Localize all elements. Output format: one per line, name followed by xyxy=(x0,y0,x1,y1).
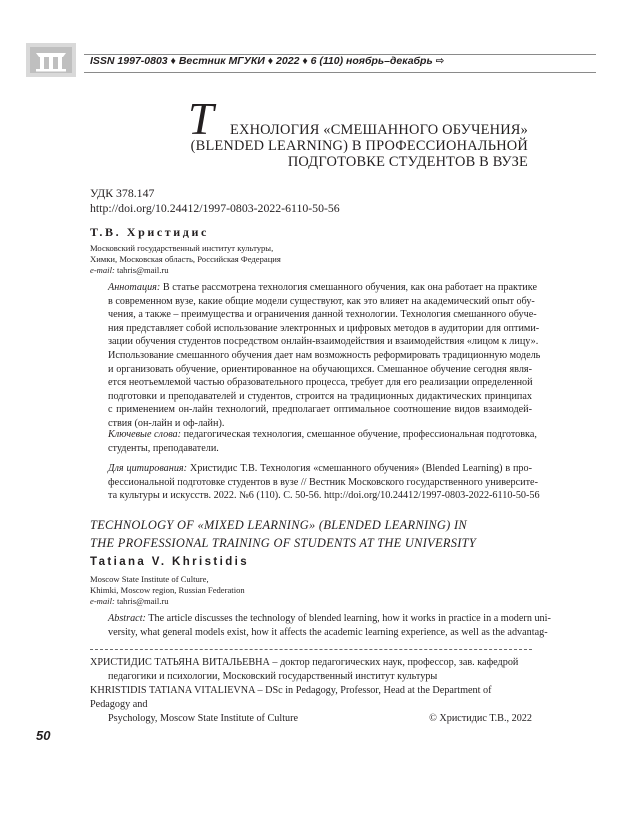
abstract-ru-line: зации обучения студентов посредством онлайн-взаимодействия и взаимодействия «лицом к лицу». xyxy=(108,336,539,348)
abstract-ru-line: подготовки и преподавателей и студентов, строится на традиционных дидактических принципах xyxy=(108,390,532,402)
udc-code: УДК 378.147 xyxy=(90,186,155,200)
email-address[interactable]: tahris@mail.ru xyxy=(116,596,169,606)
title-line-2: (BLENDED LEARNING) В ПРОФЕССИОНАЛЬНОЙ xyxy=(190,138,528,154)
abstract-ru-line: чения, а также – преимущества и ограничения данной технологии. Технология смешанного обуче- xyxy=(108,309,537,321)
keywords-label: Ключевые слова: xyxy=(108,429,182,440)
citation-ru: Для цитирования: Христидис Т.В. Технология «смешанного обучения» (Blended Learning) в про- фессиональной подготовке студентов в вузе // Вестник Московского государственного университе- та культуры и искусств. 2022. №6 (110). С. 50-56. http://doi.org/10.24412/1997-0803-2022-6110-50-56 xyxy=(108,463,540,502)
affiliation-ru-1: Московский государственный институт культуры, xyxy=(90,243,274,253)
abstract-ru-line: ния представляет собой использование электронных и цифровых методов в аудитории для оптими- xyxy=(108,322,540,334)
abstract-en-label: Abstract: xyxy=(108,613,146,624)
abstract-ru-line: и организовать обучение, ориентированное на обучающихся. Смешанное обучение сегодня явля- xyxy=(108,363,532,375)
email-ru xyxy=(90,265,169,276)
author-name-en: Tatiana V. Khristidis xyxy=(90,556,250,568)
affiliation-en-1: Moscow State Institute of Culture, xyxy=(90,574,209,584)
article-title xyxy=(170,93,528,170)
page-number: 50 xyxy=(36,728,51,743)
footnote-separator xyxy=(90,649,532,650)
affiliation-ru-2: Химки, Московская область, Российская Федерация xyxy=(90,254,281,264)
citation-label: Для цитирования: xyxy=(108,463,188,474)
abstract-en: Abstract: The article discusses the technology of blended learning, how it works in practice in a modern uni- versity, what general models exist, how it affects the academic learning experience, as well as the advantag- xyxy=(108,613,551,638)
abstract-ru-line: с применением он-лайн технологий, предполагает оптимальное соотношение видов взаимодей- xyxy=(108,404,532,416)
running-header: ISSN 1997-0803 ♦ Вестник МГУКИ ♦ 2022 ♦ 6 (110) ноябрь–декабрь ⇨ xyxy=(90,55,445,67)
keywords-ru: Ключевые слова: педагогическая технология, смешанное обучение, профессиональная подготовка, студенты, преподаватели. xyxy=(108,429,537,454)
abstract-ru-line: Аннотация: В статье рассмотрена технология смешанного обучения, как она работает на практике xyxy=(108,282,537,293)
abstract-ru-line: ется неотъемлемой частью образовательного процесса, требует для его реализации определенной xyxy=(108,377,533,389)
abstract-ru-line: в современном вузе, какие общие модели существуют, как это влияет на академический опыт обу- xyxy=(108,295,535,307)
author-bio-en: KHRISTIDIS TATIANA VITALIEVNA – DSc in Pedagogy, Professor, Head at the Department of Pedagogy and Psychology, Moscow State Institute of Culture xyxy=(90,685,492,724)
copyright-note: © Христидис Т.В., 2022 xyxy=(429,713,532,724)
author-name-ru: Т.В. Христидис xyxy=(90,225,209,239)
header-rule-bottom xyxy=(84,72,596,73)
abstract-ru-line: Использование смешанного обучения дает нам возможность реформировать традиционную модель xyxy=(108,349,541,361)
abstract-ru-line: ствия (он-лайн и оф-лайн). xyxy=(108,417,225,429)
journal-logo-icon xyxy=(26,43,76,77)
email-label: e-mail: xyxy=(90,596,115,606)
title-line-3: ПОДГОТОВКЕ СТУДЕНТОВ В ВУЗЕ xyxy=(287,154,528,170)
email-address[interactable]: tahris@mail.ru xyxy=(116,265,169,275)
doi-link[interactable]: http://doi.org/10.24412/1997-0803-2022-6110-50-56 xyxy=(90,201,340,215)
title-line-1: ЕХНОЛОГИЯ «СМЕШАННОГО ОБУЧЕНИЯ» xyxy=(230,122,528,138)
title-en-line-1: TECHNOLOGY OF «MIXED LEARNING» (BLENDED LEARNING) IN xyxy=(90,518,467,532)
email-label: e-mail: xyxy=(90,265,115,275)
title-drop-cap: Т xyxy=(188,93,214,144)
author-bio-ru: ХРИСТИДИС ТАТЬЯНА ВИТАЛЬЕВНА – доктор педагогических наук, профессор, зав. кафедрой педагогики и психологии, Московский государственный институт культуры xyxy=(90,657,519,682)
abstract-ru-label: Аннотация: xyxy=(108,282,161,293)
abstract-ru xyxy=(108,281,541,431)
email-en xyxy=(90,596,169,607)
affiliation-en-2: Khimki, Moscow region, Russian Federation xyxy=(90,585,245,595)
title-en-line-2: THE PROFESSIONAL TRAINING OF STUDENTS AT THE UNIVERSITY xyxy=(90,536,477,550)
